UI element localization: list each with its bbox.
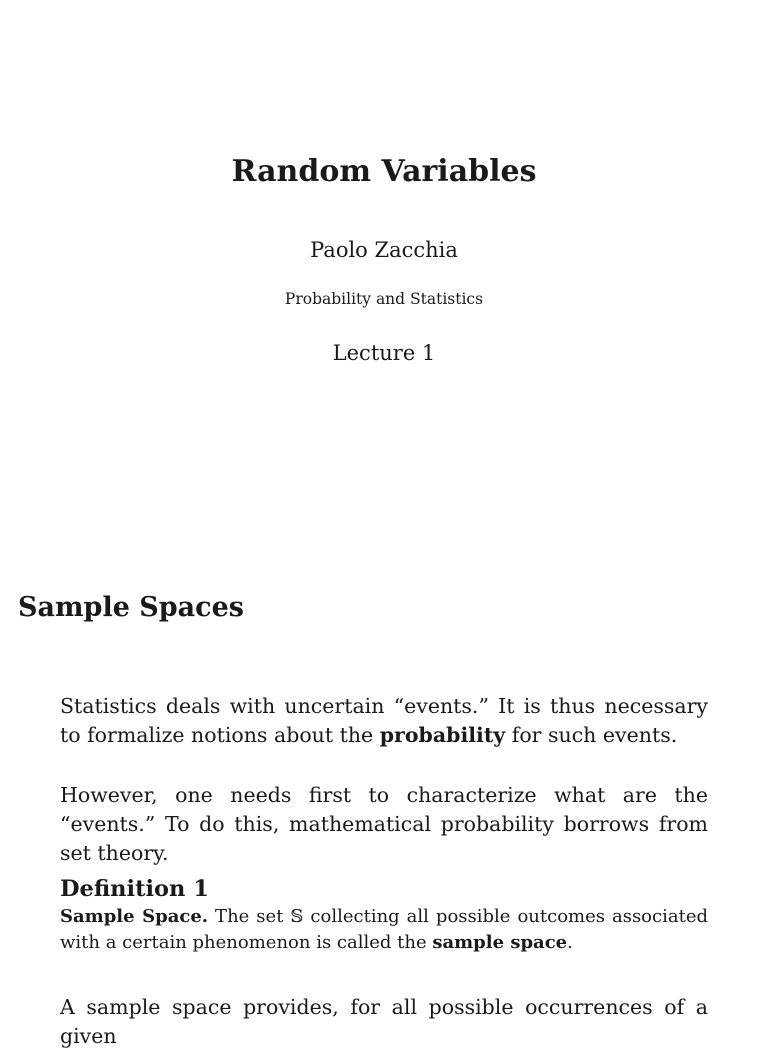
lecture-number: Lecture 1 — [332, 341, 436, 365]
intro-text-part2: for such events. — [505, 723, 678, 747]
probability-term: probability — [379, 723, 506, 747]
document-title: Random Variables — [231, 154, 537, 189]
intro-text-part1: Statistics deals with uncertain “events.” It is thus necessary to formalize notions about the — [60, 694, 708, 747]
definition-text-part1: The set 𝕊 collecting all possible outcomes associated with a certain phenomenon is called the — [60, 906, 709, 953]
title-slide — [0, 0, 768, 480]
author-name: Paolo Zacchia — [310, 238, 458, 262]
events-paragraph: However, one needs first to characterize what are the “events.” To do this, mathematical probability borrows from set theory. — [60, 783, 708, 865]
definition-heading: Definition 1 — [60, 876, 209, 902]
definition-term: Sample Space. — [60, 906, 209, 927]
intro-paragraph — [60, 692, 708, 750]
definition-text-part2: . — [567, 932, 573, 953]
sample-space-paragraph: A sample space provides, for all possible occurrences of a given — [60, 995, 708, 1048]
definition-body — [60, 904, 708, 956]
sample-space-term: sample space — [432, 932, 568, 953]
section-heading: Sample Spaces — [18, 592, 244, 623]
course-name: Probability and Statistics — [284, 290, 484, 308]
definition-block — [60, 874, 708, 956]
